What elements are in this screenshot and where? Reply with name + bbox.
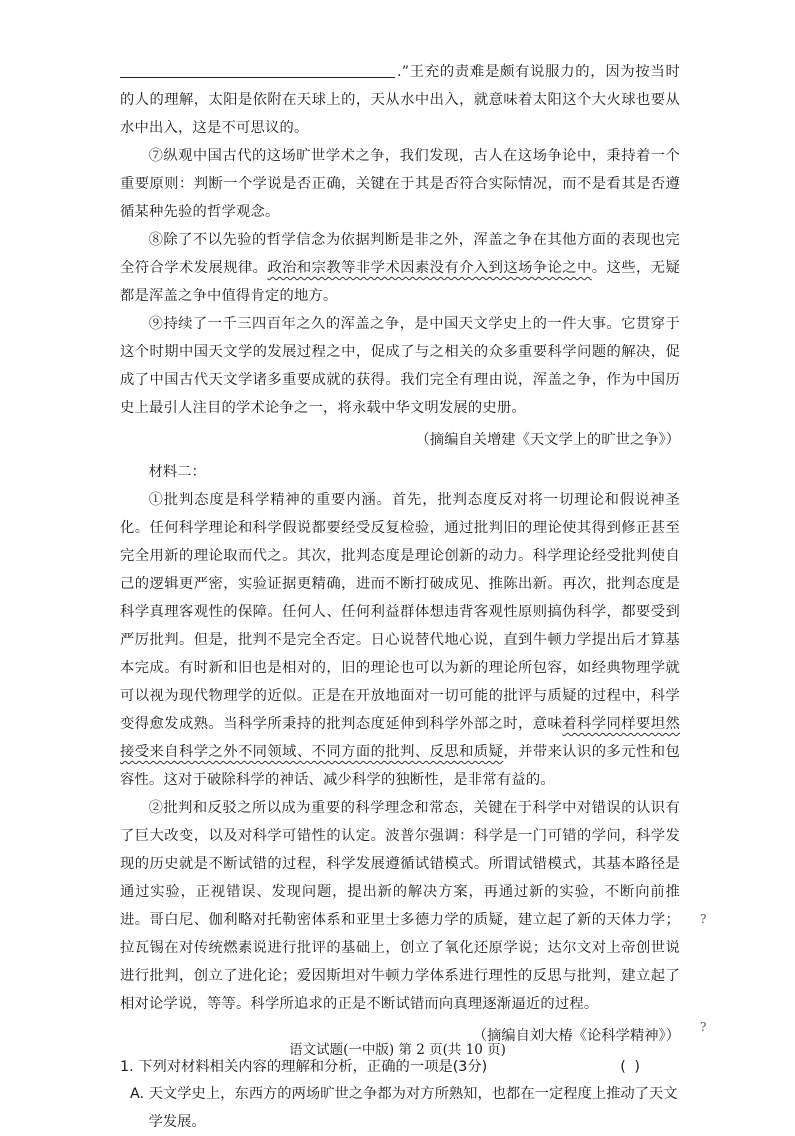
answer-parentheses[interactable]: ( ) — [620, 1059, 642, 1075]
question-1-stem: 1. 下列对材料相关内容的理解和分析，正确的一项是(3分) ( ) — [120, 1054, 680, 1080]
answer-blank[interactable] — [120, 61, 395, 78]
question-1-option-a[interactable]: A. 天文学史上，东西方的两场旷世之争都为对方所熟知，也都在一定程度上推动了天文学发展。 — [130, 1086, 678, 1130]
material-2-paragraph-1: ①批判态度是科学精神的重要内涵。首先，批判态度反对将一切理论和假说神圣化。任何科学理论和科学假说都要经受反复检验，通过批判旧的理论使其得到修正甚至完全用新的理论取而代之。其次，批判态度是理论创新的动力。科学理论经受批判使自己的逻辑更严密，实验证据更精确，进而不断打破成见、推陈出新。再次，批判态度是科学真理客观性的保障。任何人、任何利益群体想违背客观性原则搞伪科学，都要受到严厉批判。但是，批判不是完全否定。日心说替代地心说，直到牛顿力学提出后才算基本完成。有时新和旧也是相对的，旧的理论也可以为新的理论所包容，如经典物理学就可以视为现代物理学的近似。正是在开放地面对一切可能的批评与质疑的过程中，科学变得愈发成熟。当科学所秉持的批判态度延伸到科学外部之时，意味着科学同样要坦然接受来自科学之外不同领域、不同方面的批判、反思和质疑，并带来认识的多元性和包容性。这对于破除科学的神话、减少科学的独断性，是非常有益的。 — [120, 492, 680, 788]
margin-mark: ? — [700, 912, 707, 926]
source-citation-2: （摘编自刘大椿《论科学精神》） — [472, 1028, 680, 1044]
page-content — [120, 58, 680, 1136]
wavy-underlined-sentence: 政治和宗教等非学术因素没有介入到这场争论之中 — [267, 260, 592, 276]
paragraph-7: ⑦纵观中国古代的这场旷世学术之争，我们发现，古人在这场争论中，秉持着一个重要原则：判断一个学说是否正确，关键在于其是否符合实际情况，而不是看其是否遵循某种先验的哲学观念。 — [120, 148, 680, 220]
paragraph-8: ⑧除了不以先验的哲学信念为依据判断是非之外，浑盖之争在其他方面的表现也完全符合学术发展规律。政治和宗教等非学术因素没有介入到这场争论之中。这些，无疑都是浑盖之争中值得肯定的地方。 — [120, 232, 681, 304]
wavy-underlined-sentence-2: 着科学同样要坦然接受来自科学之外不同领域、不同方面的批判、反思和质疑 — [120, 716, 680, 760]
material-2-paragraph-2: ②批判和反驳之所以成为重要的科学理念和常态，关键在于科学中对错误的认识有了巨大改变，以及对科学可错性的认定。波普尔强调：科学是一门可错的学问，科学发现的历史就是不断试错的过程，科学发展遵循试错模式。所谓试错模式，其基本路径是通过实验，正视错误、发现问题，提出新的解决方案，再通过新的实验，不断向前推进。哥白尼、伽利略对托勒密体系和亚里士多德力学的质疑，建立起了新的天体力学；拉瓦锡在对传统燃素说进行批评的基础上，创立了氧化还原学说；达尔文对上帝创世说进行批判，创立了进化论；爱因斯坦对牛顿力学体系进行理性的反思与批判，建立起了相对论学说，等等。科学所追求的正是不断试错而向真理逐渐逼近的过程。 — [120, 800, 680, 1012]
paragraph-continuation: .”王充的责难是颇有说服力的，因为按当时的人的理解，太阳是依附在天球上的，天从水中出入，就意味着太阳这个大火球也要从水中出入，这是不可思议的。 — [120, 58, 680, 142]
paragraph-9: ⑨持续了一千三四百年之久的浑盖之争，是中国天文学史上的一件大事。它贯穿于这个时期中国天文学的发展过程之中，促成了与之相关的众多重要科学问题的解决，促成了中国古代天文学诸多重要成就的获得。我们完全有理由说，浑盖之争，作为中国历史上最引人注目的学术论争之一，将永载中华文明发展的史册。 — [120, 316, 680, 416]
material-2-label: 材料二： — [148, 464, 206, 480]
margin-mark: ? — [700, 1020, 707, 1034]
page-footer: 语文试题(一中版) 第 2 页(共 10 页) — [289, 1042, 506, 1058]
source-citation-1: （摘编自关增建《天文学上的旷世之争》） — [415, 432, 680, 448]
